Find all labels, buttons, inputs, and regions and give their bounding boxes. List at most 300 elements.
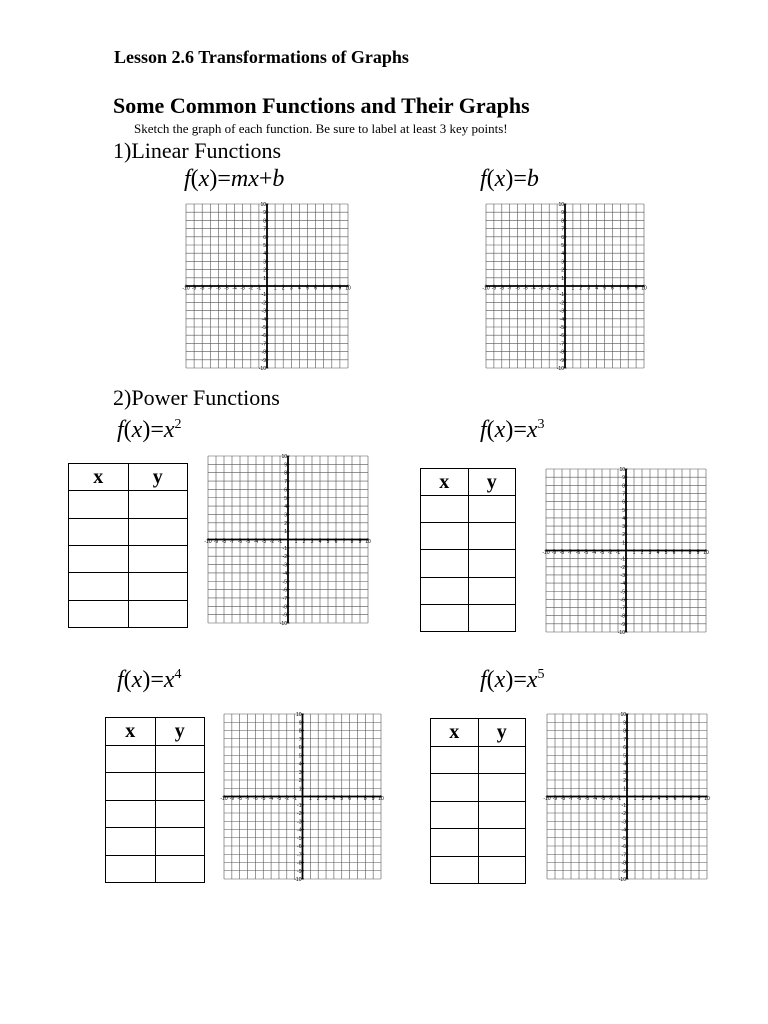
x-tick-label: -10 — [542, 550, 550, 556]
x-tick-label: 9 — [697, 796, 701, 802]
y-tick-label: 4 — [561, 251, 564, 258]
x-value-cell[interactable] — [69, 545, 129, 572]
x-value-cell[interactable] — [421, 550, 469, 577]
x-tick-label: -2 — [546, 285, 552, 292]
x-tick-label: -4 — [268, 796, 274, 802]
lesson-title: Lesson 2.6 Transformations of Graphs — [114, 47, 409, 67]
x-tick-label: -7 — [567, 550, 573, 556]
y-tick-label: -3 — [621, 819, 626, 826]
y-value-cell[interactable] — [128, 545, 188, 572]
table-header-x: x — [106, 718, 156, 746]
x-value-cell[interactable] — [431, 774, 479, 802]
formula-paren: ( — [123, 667, 132, 693]
y-value-cell[interactable] — [468, 550, 516, 577]
formula-func: f — [184, 166, 191, 192]
x-tick-label: 9 — [338, 285, 342, 292]
formula-term: b — [526, 166, 539, 192]
x-tick-label: -4 — [232, 285, 237, 292]
y-tick-label: 7 — [622, 491, 625, 498]
x-tick-label: -4 — [592, 796, 598, 802]
x-tick-label: 5 — [306, 285, 309, 292]
y-tick-label: -7 — [559, 341, 564, 348]
formula-arg: x — [494, 417, 506, 443]
coordinate-grid-x-squared[interactable] — [204, 454, 371, 627]
table-row — [69, 600, 188, 627]
x-tick-label: 5 — [326, 539, 330, 545]
y-value-cell[interactable] — [155, 855, 205, 883]
main-heading: Some Common Functions and Their Graphs — [113, 93, 530, 118]
x-tick-label: -7 — [245, 796, 250, 802]
section-linear-heading — [113, 138, 281, 164]
y-tick-label: 3 — [622, 524, 625, 531]
x-tick-label: -2 — [269, 539, 275, 545]
y-tick-label: -10 — [279, 621, 287, 627]
x-value-cell[interactable] — [69, 518, 129, 545]
y-tick-label: -4 — [620, 581, 625, 588]
table-header-y: y — [478, 719, 526, 747]
formula-arg: x — [494, 667, 506, 693]
y-tick-label: 2 — [561, 267, 564, 274]
formula-paren: ( — [190, 166, 199, 192]
x-tick-label: 2 — [641, 796, 645, 802]
y-tick-label: 8 — [622, 483, 625, 490]
table-header-y: y — [128, 464, 188, 491]
y-tick-label: -6 — [559, 333, 564, 340]
y-tick-label: -3 — [261, 308, 266, 315]
y-tick-label: -9 — [297, 868, 302, 875]
table-header-x: x — [431, 719, 479, 747]
x-tick-label: -3 — [276, 796, 282, 802]
table-header-row — [421, 469, 516, 496]
x-tick-label: -8 — [499, 285, 505, 292]
y-tick-label: 1 — [284, 529, 287, 536]
y-tick-label: -1 — [297, 802, 302, 809]
formula-arg: x — [131, 667, 143, 693]
x-tick-label: -3 — [261, 539, 267, 545]
table-row — [69, 573, 188, 600]
x-tick-label: -1 — [292, 796, 297, 802]
table-header-row — [69, 464, 188, 491]
coordinate-grid-constant[interactable] — [482, 202, 647, 372]
x-value-cell[interactable] — [431, 856, 479, 884]
formula-arg: x — [494, 166, 506, 192]
y-tick-label: 1 — [622, 540, 625, 547]
xy-table-x-squared — [68, 463, 188, 628]
y-tick-label: 3 — [623, 769, 626, 776]
coordinate-grid-x-fourth[interactable] — [220, 712, 384, 883]
y-tick-label: -5 — [559, 325, 564, 331]
y-tick-label: -5 — [621, 835, 626, 842]
formula-paren: ) — [209, 166, 218, 192]
y-tick-label: 6 — [623, 745, 626, 751]
section-number: 2) — [113, 385, 132, 410]
x-tick-label: 9 — [371, 796, 375, 802]
instructions: Sketch the graph of each function. Be sure to label at least 3 key points! — [134, 121, 508, 136]
y-tick-label: 9 — [623, 720, 626, 727]
x-tick-label: 10 — [704, 796, 710, 802]
y-tick-label: 2 — [622, 532, 625, 539]
xy-table-x-fourth — [105, 717, 205, 883]
y-tick-label: 1 — [623, 786, 626, 793]
coordinate-grid-x-cubed[interactable] — [542, 467, 709, 636]
formula-term: b — [272, 166, 285, 192]
x-tick-label: 10 — [641, 285, 647, 292]
table-row — [431, 774, 526, 802]
y-tick-label: 8 — [561, 218, 564, 225]
y-tick-label: -4 — [297, 827, 302, 834]
y-tick-label: 10 — [619, 467, 625, 473]
section-title: Linear Functions — [131, 138, 282, 163]
x-tick-label: 3 — [649, 796, 653, 802]
y-tick-label: 1 — [263, 275, 266, 282]
x-tick-label: 1 — [294, 539, 298, 545]
formula-x-cubed — [480, 417, 545, 444]
y-value-cell[interactable] — [155, 745, 205, 773]
x-tick-label: -7 — [208, 285, 213, 292]
x-tick-label: -9 — [213, 539, 219, 545]
y-tick-label: 2 — [263, 267, 266, 274]
y-tick-label: -6 — [620, 597, 625, 604]
y-tick-label: 10 — [620, 712, 626, 718]
x-tick-label: -9 — [552, 796, 558, 802]
x-tick-label: -6 — [237, 539, 243, 545]
y-tick-label: -2 — [261, 300, 266, 307]
x-tick-label: 7 — [680, 550, 684, 556]
y-value-cell[interactable] — [478, 829, 526, 857]
coordinate-grid-linear[interactable] — [182, 202, 351, 372]
y-value-cell[interactable] — [478, 746, 526, 774]
x-value-cell[interactable] — [431, 801, 479, 829]
table-row — [421, 523, 516, 550]
x-tick-label: 4 — [656, 550, 660, 556]
y-tick-label: -9 — [621, 868, 626, 875]
table-header-row — [106, 718, 205, 746]
x-tick-label: -6 — [515, 285, 520, 292]
x-tick-label: 2 — [281, 285, 285, 292]
x-tick-label: 5 — [664, 550, 668, 556]
x-value-cell[interactable] — [106, 745, 156, 773]
y-tick-label: 5 — [284, 495, 287, 502]
y-tick-label: 10 — [558, 202, 564, 208]
x-value-cell[interactable] — [431, 746, 479, 774]
formula-base: x — [526, 667, 538, 693]
coordinate-grid-x-fifth[interactable] — [543, 712, 710, 883]
formula-base: x — [526, 417, 538, 443]
y-tick-label: 8 — [298, 728, 302, 735]
table-row — [69, 545, 188, 572]
x-value-cell[interactable] — [431, 829, 479, 857]
formula-exponent: 5 — [537, 667, 545, 682]
y-value-cell[interactable] — [468, 604, 516, 631]
x-value-cell[interactable] — [421, 523, 469, 550]
y-tick-label: -1 — [261, 292, 266, 299]
xy-table-x-fifth — [430, 718, 526, 884]
x-tick-label: -1 — [277, 539, 283, 545]
y-tick-label: 6 — [561, 234, 564, 241]
y-tick-label: 8 — [623, 728, 626, 735]
formula-equals: = — [513, 166, 527, 192]
y-tick-label: 10 — [281, 454, 287, 460]
x-tick-label: 10 — [365, 539, 371, 545]
x-tick-label: 7 — [618, 285, 622, 292]
table-row — [431, 801, 526, 829]
y-value-cell[interactable] — [468, 523, 516, 550]
x-value-cell[interactable] — [106, 773, 156, 801]
y-tick-label: 5 — [622, 507, 625, 514]
x-tick-label: -9 — [191, 285, 197, 292]
y-tick-label: -5 — [261, 325, 266, 331]
y-value-cell[interactable] — [478, 856, 526, 884]
y-tick-label: -3 — [297, 819, 302, 826]
table-row — [106, 745, 205, 773]
x-tick-label: -10 — [482, 285, 490, 292]
x-tick-label: -8 — [221, 539, 227, 545]
y-value-cell[interactable] — [155, 800, 205, 828]
y-tick-label: 9 — [263, 210, 266, 217]
y-tick-label: -8 — [559, 349, 564, 356]
y-value-cell[interactable] — [468, 577, 516, 604]
y-tick-label: 2 — [623, 778, 626, 784]
x-tick-label: 3 — [289, 285, 293, 292]
x-tick-label: -5 — [523, 285, 528, 292]
x-tick-label: 6 — [348, 796, 351, 802]
y-tick-label: -4 — [261, 316, 266, 323]
table-header-y: y — [155, 718, 205, 746]
x-tick-label: 8 — [330, 285, 334, 292]
x-tick-label: 6 — [334, 539, 338, 545]
y-tick-label: 3 — [284, 512, 287, 519]
table-row — [431, 829, 526, 857]
x-value-cell[interactable] — [106, 828, 156, 856]
formula-exponent: 4 — [174, 667, 182, 682]
x-tick-label: -1 — [554, 285, 560, 292]
table-header-x: x — [69, 464, 129, 491]
x-tick-label: -8 — [199, 285, 205, 292]
y-tick-label: -1 — [621, 802, 626, 809]
y-tick-label: 4 — [284, 504, 287, 511]
formula-func: f — [480, 667, 487, 693]
table-row — [106, 855, 205, 883]
x-tick-label: -10 — [543, 796, 551, 802]
x-value-cell[interactable] — [421, 577, 469, 604]
x-tick-label: -8 — [559, 550, 565, 556]
y-tick-label: 2 — [284, 520, 287, 527]
y-tick-label: 6 — [298, 745, 302, 751]
table-row — [421, 496, 516, 523]
x-tick-label: -5 — [261, 796, 266, 802]
formula-operator: + — [258, 166, 273, 192]
section-number: 1) — [113, 138, 132, 163]
x-tick-label: -6 — [253, 796, 258, 802]
table-header-row — [431, 719, 526, 747]
x-tick-label: -1 — [256, 285, 262, 292]
x-tick-label: 5 — [603, 285, 606, 292]
y-tick-label: 2 — [298, 778, 302, 784]
x-tick-label: -5 — [245, 539, 251, 545]
y-tick-label: -8 — [621, 860, 626, 867]
y-value-cell[interactable] — [128, 518, 188, 545]
table-row — [421, 550, 516, 577]
y-tick-label: 4 — [623, 761, 626, 768]
formula-func: f — [117, 667, 124, 693]
x-tick-label: 4 — [595, 285, 598, 292]
x-tick-label: -3 — [539, 285, 544, 292]
x-tick-label: 1 — [308, 796, 312, 802]
table-header-x: x — [421, 469, 469, 496]
y-tick-label: -4 — [621, 827, 626, 834]
y-tick-label: -7 — [261, 341, 266, 348]
x-tick-label: 7 — [356, 796, 359, 802]
x-tick-label: -2 — [248, 285, 254, 292]
y-value-cell[interactable] — [478, 801, 526, 829]
x-tick-label: -9 — [229, 796, 235, 802]
formula-constant — [480, 166, 539, 193]
formula-paren: ) — [142, 417, 151, 443]
y-value-cell[interactable] — [468, 496, 516, 523]
x-tick-label: 8 — [626, 285, 630, 292]
y-tick-label: -6 — [282, 587, 287, 594]
formula-paren: ( — [486, 417, 495, 443]
table-row — [106, 800, 205, 828]
y-tick-label: 5 — [298, 753, 302, 760]
y-tick-label: 10 — [295, 712, 302, 718]
y-tick-label: 6 — [622, 499, 625, 506]
formula-paren: ) — [505, 417, 514, 443]
x-tick-label: -6 — [576, 796, 582, 802]
x-tick-label: -6 — [575, 550, 581, 556]
x-tick-label: 6 — [314, 285, 317, 292]
y-tick-label: 5 — [263, 243, 266, 249]
x-tick-label: -9 — [551, 550, 557, 556]
y-tick-label: -3 — [559, 308, 564, 315]
x-tick-label: 4 — [318, 539, 322, 545]
y-tick-label: -9 — [261, 357, 266, 364]
y-tick-label: -2 — [621, 811, 626, 817]
x-tick-label: 1 — [273, 285, 277, 292]
y-tick-label: -10 — [258, 366, 266, 372]
x-tick-label: 9 — [358, 539, 362, 545]
y-tick-label: 9 — [298, 720, 302, 727]
x-value-cell[interactable] — [106, 800, 156, 828]
section-title: Power Functions — [131, 385, 280, 410]
y-tick-label: -2 — [282, 554, 287, 561]
y-tick-label: -10 — [617, 630, 625, 636]
y-tick-label: 5 — [623, 753, 626, 760]
formula-x-fourth — [117, 667, 182, 694]
y-tick-label: -3 — [282, 562, 287, 569]
y-value-cell[interactable] — [155, 828, 205, 856]
x-value-cell[interactable] — [106, 855, 156, 883]
y-tick-label: 4 — [298, 761, 302, 768]
y-tick-label: -7 — [621, 852, 626, 859]
formula-equals: = — [513, 417, 527, 443]
xy-table-x-cubed — [420, 468, 516, 632]
x-value-cell[interactable] — [421, 496, 469, 523]
y-tick-label: 4 — [263, 251, 266, 258]
table-row — [69, 518, 188, 545]
x-tick-label: -2 — [608, 796, 614, 802]
table-row — [421, 604, 516, 631]
y-tick-label: -2 — [620, 564, 625, 571]
formula-x-fifth — [480, 667, 545, 694]
y-tick-label: -10 — [556, 366, 564, 372]
x-tick-label: 4 — [298, 285, 301, 292]
x-tick-label: -4 — [531, 285, 536, 292]
y-tick-label: 3 — [263, 259, 266, 266]
y-tick-label: 1 — [298, 786, 302, 793]
y-tick-label: 5 — [561, 243, 564, 249]
y-value-cell[interactable] — [128, 600, 188, 627]
table-row — [106, 828, 205, 856]
formula-paren: ( — [486, 667, 495, 693]
x-tick-label: 5 — [340, 796, 344, 802]
y-tick-label: -6 — [297, 844, 302, 850]
y-tick-label: 9 — [561, 210, 564, 217]
x-tick-label: 2 — [302, 539, 306, 545]
x-tick-label: -8 — [560, 796, 566, 802]
x-value-cell[interactable] — [69, 600, 129, 627]
x-tick-label: -3 — [240, 285, 245, 292]
x-tick-label: -3 — [600, 796, 606, 802]
y-tick-label: 3 — [561, 259, 564, 266]
x-tick-label: 1 — [571, 285, 575, 292]
y-tick-label: -5 — [297, 835, 302, 842]
y-value-cell[interactable] — [128, 491, 188, 518]
y-tick-label: 7 — [263, 226, 266, 233]
formula-paren: ) — [142, 667, 151, 693]
y-tick-label: -5 — [620, 589, 625, 596]
y-tick-label: 10 — [260, 202, 266, 208]
x-tick-label: -10 — [204, 539, 212, 545]
y-tick-label: -9 — [282, 612, 287, 619]
y-tick-label: -9 — [620, 621, 625, 628]
y-tick-label: -7 — [620, 605, 625, 612]
y-tick-label: 7 — [561, 226, 564, 233]
y-tick-label: -4 — [559, 316, 564, 323]
x-value-cell[interactable] — [421, 604, 469, 631]
table-row — [421, 577, 516, 604]
y-value-cell[interactable] — [478, 774, 526, 802]
y-tick-label: -10 — [294, 877, 302, 883]
table-row — [431, 856, 526, 884]
y-tick-label: -8 — [620, 613, 625, 620]
formula-equals: = — [217, 166, 231, 192]
x-tick-label: 7 — [322, 285, 326, 292]
x-tick-label: 8 — [688, 550, 692, 556]
y-tick-label: 9 — [284, 462, 287, 469]
x-tick-label: 5 — [665, 796, 669, 802]
y-tick-label: -10 — [618, 877, 626, 883]
x-tick-label: 7 — [681, 796, 685, 802]
x-tick-label: -4 — [591, 550, 597, 556]
y-tick-label: -3 — [620, 572, 625, 579]
formula-equals: = — [513, 667, 527, 693]
y-tick-label: 4 — [622, 515, 625, 522]
x-value-cell[interactable] — [69, 491, 129, 518]
x-tick-label: 2 — [579, 285, 583, 292]
section-power-heading — [113, 385, 280, 411]
x-tick-label: 10 — [378, 796, 384, 802]
formula-arg: x — [198, 166, 210, 192]
formula-equals: = — [150, 667, 164, 693]
y-value-cell[interactable] — [128, 573, 188, 600]
y-tick-label: -2 — [297, 811, 302, 817]
y-value-cell[interactable] — [155, 773, 205, 801]
formula-linear — [184, 166, 284, 193]
table-header-y: y — [468, 469, 516, 496]
x-value-cell[interactable] — [69, 573, 129, 600]
formula-arg: x — [131, 417, 143, 443]
